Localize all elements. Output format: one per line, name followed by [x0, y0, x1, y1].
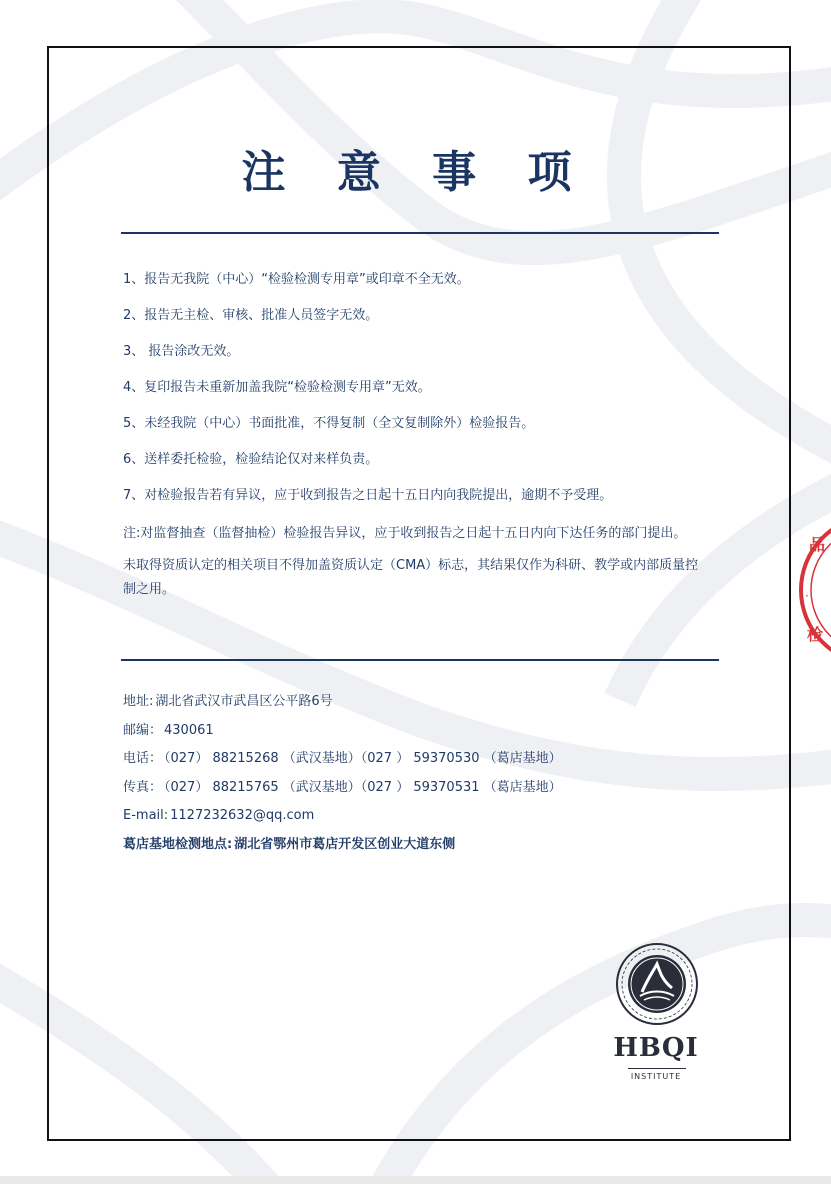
postcode-value: 430061 — [164, 722, 214, 738]
note-item: 5、未经我院（中心）书面批准，不得复制（全文复制除外）检验报告。 — [123, 416, 535, 431]
address-line — [123, 692, 723, 721]
svg-text:·: · — [805, 589, 809, 603]
phone-value: （027） 88215268 （武汉基地）（027 ） 59370530 （葛店基地） — [164, 751, 562, 766]
logo-wordmark: HBQI — [613, 1033, 699, 1063]
gedian-value: 湖北省鄂州市葛店开发区创业大道东侧 — [234, 836, 456, 852]
logo-underline — [628, 1068, 686, 1069]
note-item: 4、复印报告未重新加盖我院“检验检测专用章”无效。 — [123, 380, 431, 395]
middle-divider — [121, 659, 719, 661]
address-value: 湖北省武汉市武昌区公平路6号 — [155, 694, 333, 709]
top-divider — [121, 232, 719, 234]
note-item: 7、对检验报告若有异议，应于收到报告之日起十五日内向我院提出，逾期不予受理。 — [123, 488, 613, 503]
note-cma: 未取得资质认定的相关项目不得加盖资质认定（CMA）标志，其结果仅作为科研、教学或内部质量控制之用。 — [123, 558, 699, 597]
gedian-line — [123, 835, 723, 864]
email-label: E-mail: — [123, 808, 169, 823]
fax-label: 传真： — [123, 779, 163, 795]
gedian-label: 葛店基地检测地点: — [123, 836, 233, 852]
email-line — [123, 806, 723, 835]
fax-line — [123, 778, 723, 807]
contact-block — [123, 692, 723, 863]
seal-stamp-icon — [795, 510, 831, 670]
notes-list — [123, 270, 703, 610]
email-value[interactable]: 1127232632@qq.com — [170, 808, 315, 823]
note-supervision: 注:对监督抽查（监督抽检）检验报告异议，应于收到报告之日起十五日内向下达任务的部门提出。 — [123, 526, 687, 541]
postcode-label: 邮编： — [123, 722, 163, 738]
postcode-line — [123, 721, 723, 750]
page-title: 注 意 事 项 — [241, 147, 590, 198]
svg-text:品: 品 — [809, 535, 826, 554]
svg-text:检: 检 — [807, 625, 824, 644]
fax-value: （027） 88215765 （武汉基地）（027 ） 59370531 （葛店基地） — [164, 779, 562, 795]
phone-label: 电话： — [123, 751, 163, 766]
note-item: 2、报告无主检、审核、批准人员签字无效。 — [123, 308, 379, 323]
logo-subtitle: INSTITUTE — [630, 1072, 682, 1081]
page-bottom-edge — [0, 1176, 831, 1184]
note-item: 1、报告无我院（中心）“检验检测专用章”或印章不全无效。 — [123, 272, 470, 287]
address-label: 地址: — [123, 694, 154, 709]
phone-line — [123, 749, 723, 778]
note-item: 6、送样委托检验，检验结论仅对来样负责。 — [123, 452, 379, 467]
note-item: 3、 报告涂改无效。 — [123, 344, 240, 359]
